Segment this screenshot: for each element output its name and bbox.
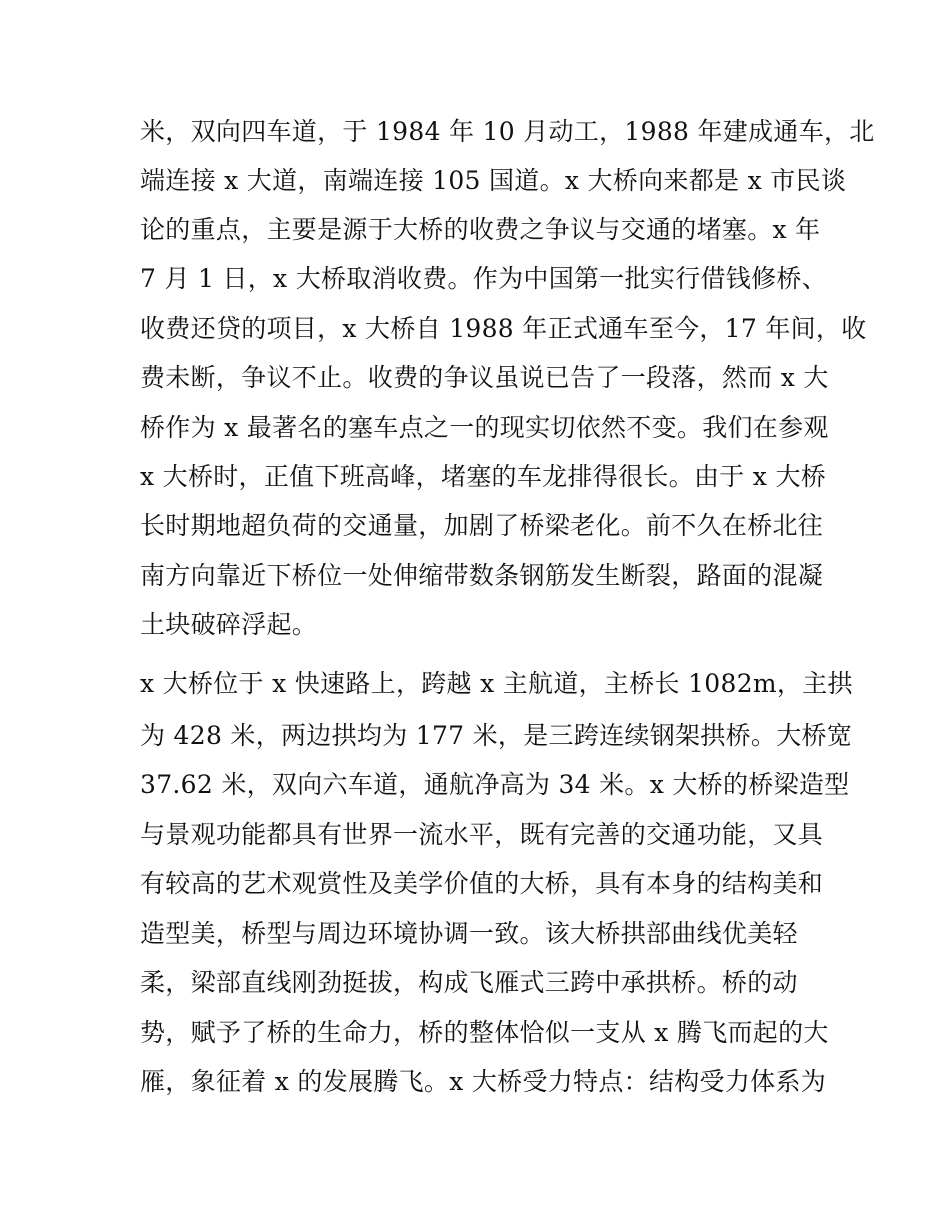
text-line: 柔，梁部直线刚劲挺拔，构成飞雁式三跨中承拱桥。桥的动 (140, 968, 798, 997)
text-line: 论的重点，主要是源于大桥的收费之争议与交通的堵塞。x 年 (140, 215, 821, 244)
text-line: 南方向靠近下桥位一处伸缩带数条钢筋发生断裂，路面的混凝 (140, 561, 824, 590)
text-line: 7 月 1 日，x 大桥取消收费。作为中国第一批实行借钱修桥、 (140, 264, 827, 293)
text-line: 造型美，桥型与周边环境协调一致。该大桥拱部曲线优美轻 (140, 919, 798, 948)
text-line: 收费还贷的项目，x 大桥自 1988 年正式通车至今，17 年间，收 (140, 314, 867, 343)
text-line: 雁，象征着 x 的发展腾飞。x 大桥受力特点：结构受力体系为 (140, 1067, 827, 1096)
text-line: 端连接 x 大道，南端连接 105 国道。x 大桥向来都是 x 市民谈 (140, 166, 847, 195)
text-line: x 大桥位于 x 快速路上，跨越 x 主航道，主桥长 1082m，主拱 (140, 669, 853, 698)
text-line: 长时期地超负荷的交通量，加剧了桥梁老化。前不久在桥北往 (140, 511, 824, 540)
text-line: x 大桥时，正值下班高峰，堵塞的车龙排得很长。由于 x 大桥 (140, 462, 827, 491)
text-line: 费未断，争议不止。收费的争议虽说已告了一段落，然而 x 大 (140, 363, 829, 392)
text-line: 米，双向四车道，于 1984 年 10 月动工，1988 年建成通车，北 (140, 117, 875, 146)
text-line: 势，赋予了桥的生命力，桥的整体恰似一支从 x 腾飞而起的大 (140, 1018, 829, 1047)
text-line: 为 428 米，两边拱均为 177 米，是三跨连续钢架拱桥。大桥宽 (140, 721, 853, 750)
text-line: 桥作为 x 最著名的塞车点之一的现实切依然不变。我们在参观 (140, 413, 829, 442)
text-line: 有较高的艺术观赏性及美学价值的大桥，具有本身的结构美和 (140, 869, 824, 898)
text-line: 土块破碎浮起。 (140, 610, 318, 639)
text-line: 37.62 米，双向六车道，通航净高为 34 米。x 大桥的桥梁造型 (140, 770, 850, 799)
text-line: 与景观功能都具有世界一流水平，既有完善的交通功能，又具 (140, 820, 824, 849)
